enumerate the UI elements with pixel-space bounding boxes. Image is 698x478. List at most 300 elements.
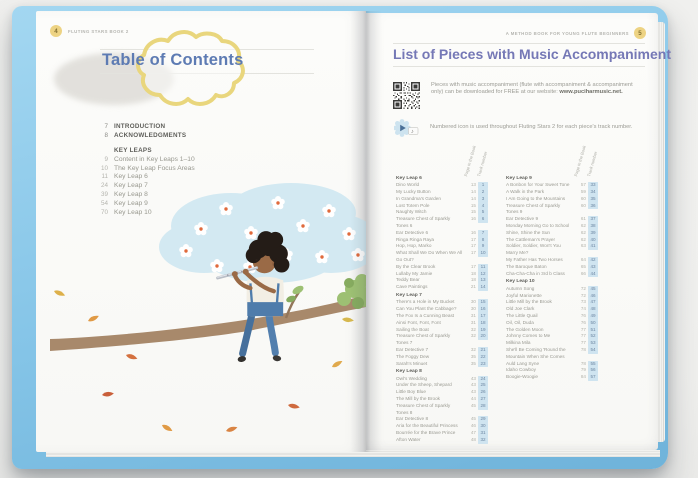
toc-row xyxy=(92,209,195,218)
piece-page-number: 35 xyxy=(470,360,476,366)
piece-row xyxy=(506,279,598,286)
piece-row xyxy=(506,203,598,217)
piece-row xyxy=(396,333,488,347)
piece-track-number: 20 xyxy=(478,333,488,340)
toc-row xyxy=(92,173,195,182)
piece-row xyxy=(506,257,598,264)
toc-row xyxy=(92,191,195,200)
piece-row xyxy=(396,369,488,376)
piece-title: Ear Detective 8 xyxy=(396,416,429,422)
piece-title: Ainsi Font, Font, Font xyxy=(396,319,441,325)
svg-text:♪: ♪ xyxy=(411,129,414,135)
piece-track-number: 55 xyxy=(588,361,598,368)
piece-row xyxy=(506,367,598,374)
piece-row xyxy=(396,230,488,237)
piece-page-number: 43 xyxy=(470,382,476,388)
piece-row xyxy=(506,230,598,237)
piece-title: Key Leap 6 xyxy=(396,175,422,181)
pieces-title: List of Pieces with Music Accompaniment xyxy=(393,46,671,62)
piece-track-number: 49 xyxy=(588,313,598,320)
piece-track-number: 19 xyxy=(478,327,488,334)
piece-row xyxy=(506,293,598,300)
piece-title: Lullaby My Jamie xyxy=(396,270,433,276)
piece-page-number: 45 xyxy=(470,402,476,408)
piece-title: Sarah's Minuet xyxy=(396,360,428,366)
track-number-icon xyxy=(394,119,420,137)
piece-row xyxy=(396,403,488,417)
piece-row xyxy=(396,176,488,183)
piece-track-number: 13 xyxy=(478,277,488,284)
piece-page-number: 74 xyxy=(580,306,586,312)
piece-title: Afton Water xyxy=(396,436,421,442)
piece-track-number: 35 xyxy=(588,196,598,203)
piece-title: There's a Hole in My Bucket xyxy=(396,299,455,305)
piece-page-number: 61 xyxy=(580,216,586,222)
piece-row xyxy=(506,176,598,183)
piece-row xyxy=(396,250,488,264)
piece-page-number: 14 xyxy=(470,189,476,195)
piece-row xyxy=(396,361,488,368)
piece-row xyxy=(506,237,598,244)
piece-row xyxy=(396,416,488,423)
piece-title: Sailing the Boat xyxy=(396,326,429,332)
piece-page-number: 16 xyxy=(470,216,476,222)
piece-page-number: 43 xyxy=(470,375,476,381)
piece-title: Hop, Hop, Marko xyxy=(396,243,432,249)
piece-title: A Walk in the Park xyxy=(506,189,545,195)
piece-row xyxy=(506,320,598,327)
piece-title: My Lucky Button xyxy=(396,189,431,195)
piece-title: Key Leap 8 xyxy=(396,368,422,374)
column-header-page: Page in the Book xyxy=(573,144,587,177)
toc-page-number: 7 xyxy=(104,123,108,130)
piece-row xyxy=(506,374,598,381)
toc-row xyxy=(92,156,195,165)
piece-row xyxy=(396,389,488,396)
piece-track-number: 29 xyxy=(478,416,488,423)
piece-title: Dino World xyxy=(396,182,420,188)
piece-row xyxy=(396,209,488,216)
piece-row xyxy=(396,430,488,437)
piece-row xyxy=(396,320,488,327)
piece-track-number: 16 xyxy=(478,306,488,313)
toc-label: Key Leap 9 xyxy=(114,199,148,207)
piece-track-number: 1 xyxy=(478,182,488,189)
toc-page-number: 10 xyxy=(100,164,108,172)
piece-page-number: 62 xyxy=(580,229,586,235)
piece-row xyxy=(506,306,598,313)
piece-row xyxy=(506,271,598,278)
piece-track-number: 22 xyxy=(478,354,488,361)
piece-track-number: 38 xyxy=(588,223,598,230)
piece-title: Treasure Chest of Sparkly Tones 6 xyxy=(396,216,451,229)
piece-track-number: 28 xyxy=(478,403,488,410)
piece-track-number: 54 xyxy=(588,347,598,354)
piece-title: Can You Plant the Cabbage? xyxy=(396,306,457,312)
piece-title: The Little Quail xyxy=(506,312,538,318)
pieces-rows xyxy=(506,141,598,381)
piece-title: Key Leap 10 xyxy=(506,278,535,284)
piece-page-number: 43 xyxy=(470,389,476,395)
piece-page-number: 78 xyxy=(580,360,586,366)
piece-track-number: 17 xyxy=(478,313,488,320)
qr-code-icon xyxy=(393,82,420,109)
piece-track-number: 42 xyxy=(588,257,598,264)
piece-track-number: 39 xyxy=(588,230,598,237)
piece-row xyxy=(396,299,488,306)
piece-row xyxy=(396,196,488,203)
piece-title: Autumn Song xyxy=(506,285,535,291)
piece-page-number: 84 xyxy=(580,374,586,380)
pieces-column-2 xyxy=(506,141,598,444)
piece-row xyxy=(396,243,488,250)
piece-track-number: 51 xyxy=(588,327,598,334)
piece-title: Shine, Shine the Sun xyxy=(506,229,551,235)
toc-label: KEY LEAPS xyxy=(114,147,152,155)
table-of-contents xyxy=(92,123,195,217)
left-page xyxy=(36,11,366,452)
piece-track-number: 5 xyxy=(478,209,488,216)
piece-page-number: 13 xyxy=(470,182,476,188)
piece-title: Auld Lang Syne xyxy=(506,360,540,366)
piece-title: Boogie-Woogie xyxy=(506,374,538,380)
piece-track-number: 48 xyxy=(588,306,598,313)
piece-title: The Foggy Dew xyxy=(396,353,430,359)
piece-title: Naughty Witch xyxy=(396,209,427,215)
piece-row xyxy=(396,306,488,313)
piece-track-number: 45 xyxy=(588,286,598,293)
piece-row xyxy=(506,216,598,223)
toc-row xyxy=(92,132,195,141)
toc-page-number: 9 xyxy=(104,155,108,163)
piece-row xyxy=(396,293,488,300)
piece-track-number: 30 xyxy=(478,423,488,430)
piece-page-number: 62 xyxy=(580,236,586,242)
piece-title: Cave Paintings xyxy=(396,284,428,290)
piece-page-number: 48 xyxy=(470,436,476,442)
piece-track-number: 11 xyxy=(478,264,488,271)
piece-row xyxy=(506,243,598,257)
piece-track-number: 43 xyxy=(588,264,598,271)
piece-track-number: 24 xyxy=(478,376,488,383)
piece-page-number: 73 xyxy=(580,299,586,305)
right-page xyxy=(366,13,671,450)
piece-title: The Cattleman's Prayer xyxy=(506,236,556,242)
piece-track-number: 15 xyxy=(478,299,488,306)
piece-track-number: 21 xyxy=(478,347,488,354)
piece-title: The Fox Is a Cunning Beast xyxy=(396,312,455,318)
piece-track-number: 14 xyxy=(478,284,488,291)
toc-page-number: 54 xyxy=(100,199,108,207)
piece-row xyxy=(506,189,598,196)
piece-track-number: 53 xyxy=(588,340,598,347)
piece-track-number: 12 xyxy=(478,271,488,278)
piece-page-number: 47 xyxy=(470,429,476,435)
piece-page-number: 17 xyxy=(470,243,476,249)
piece-page-number: 78 xyxy=(580,346,586,352)
piece-title: My Father Has Two Horses xyxy=(506,257,563,263)
piece-row xyxy=(396,396,488,403)
piece-row xyxy=(506,361,598,368)
piece-page-number: 57 xyxy=(580,182,586,188)
piece-track-number: 41 xyxy=(588,243,598,250)
piece-row xyxy=(506,333,598,340)
piece-page-number: 30 xyxy=(470,306,476,312)
piece-title: Key Leap 7 xyxy=(396,292,422,298)
piece-page-number: 32 xyxy=(470,333,476,339)
piece-page-number: 31 xyxy=(470,312,476,318)
piece-page-number: 18 xyxy=(470,270,476,276)
piece-track-number: 47 xyxy=(588,299,598,306)
piece-title: Cha-Cha-Cha in 3rd b Class xyxy=(506,270,565,276)
piece-row xyxy=(396,203,488,210)
piece-row xyxy=(506,286,598,293)
piece-row xyxy=(396,347,488,354)
piece-page-number: 72 xyxy=(580,292,586,298)
toc-label: Key Leap 7 xyxy=(114,182,148,190)
piece-track-number: 4 xyxy=(478,203,488,210)
piece-track-number: 56 xyxy=(588,367,598,374)
piece-track-number: 37 xyxy=(588,216,598,223)
piece-track-number: 36 xyxy=(588,203,598,210)
cloud-outline-icon xyxy=(130,29,248,113)
toc-label: INTRODUCTION xyxy=(114,123,166,130)
tree-branch xyxy=(50,295,366,351)
piece-title: Treasure Chest of Sparkly Tones 8 xyxy=(396,402,451,415)
left-page-header xyxy=(50,25,129,37)
piece-page-number: 17 xyxy=(470,236,476,242)
piece-row xyxy=(506,299,598,306)
piece-title: Bourrée for the Brave Prince xyxy=(396,429,456,435)
piece-page-number: 76 xyxy=(580,319,586,325)
toc-label: Content in Key Leaps 1–10 xyxy=(114,155,195,163)
piece-page-number: 32 xyxy=(470,346,476,352)
piece-title: By the Clear Brook xyxy=(396,263,436,269)
piece-title: Treasure Chest of Sparkly Tones 7 xyxy=(396,333,451,346)
page-number-badge: 4 xyxy=(50,25,62,37)
track-icon-note-text: Numbered icon is used throughout Fluting Stars 2 for each piece's track number. xyxy=(430,124,633,131)
piece-row xyxy=(506,264,598,271)
piece-track-number: 52 xyxy=(588,333,598,340)
piece-title: Lost Totem Pole xyxy=(396,202,430,208)
piece-title: Idaho Cowboy xyxy=(506,367,536,373)
toc-row xyxy=(92,182,195,191)
piece-track-number: 31 xyxy=(478,430,488,437)
piece-title: A Bonbon for Your Sweet Tone xyxy=(506,182,570,188)
piece-page-number: 21 xyxy=(470,284,476,290)
piece-row xyxy=(396,382,488,389)
piece-track-number: 2 xyxy=(478,189,488,196)
piece-track-number: 50 xyxy=(588,320,598,327)
column-header-track: Track number xyxy=(476,150,489,177)
piece-title: Owl's Wedding xyxy=(396,375,428,381)
piece-title: Oil, Oil, Duda xyxy=(506,319,534,325)
piece-title: Aria for the Beautiful Princess xyxy=(396,423,458,429)
toc-page-number xyxy=(92,147,108,156)
column-header-track: Track number xyxy=(586,150,599,177)
piece-row xyxy=(396,327,488,334)
piece-track-number: 33 xyxy=(588,182,598,189)
piece-row xyxy=(506,182,598,189)
piece-title: Old Joe Clark xyxy=(506,306,535,312)
piece-title: Teddy Bear xyxy=(396,277,420,283)
toc-page-number: 39 xyxy=(100,191,108,199)
piece-title: Monday Morning Go to School xyxy=(506,223,570,229)
piece-track-number: 10 xyxy=(478,250,488,257)
piece-track-number: 18 xyxy=(478,320,488,327)
piece-row xyxy=(506,223,598,230)
toc-page-number: 8 xyxy=(104,131,108,139)
piece-track-number: 25 xyxy=(478,382,488,389)
piece-row xyxy=(396,264,488,271)
pieces-rows xyxy=(396,141,488,444)
piece-title: Milkina Mila xyxy=(506,340,531,346)
piece-title: Joyful Marionette xyxy=(506,292,542,298)
piece-row xyxy=(396,182,488,189)
piece-title: Ear Detective 9 xyxy=(506,216,539,222)
piece-title: Ringa Ringa Raya xyxy=(396,236,435,242)
toc-title: Table of Contents xyxy=(102,51,244,69)
running-title: FLUTING STARS BOOK 2 xyxy=(68,28,129,34)
toc-page-number: 11 xyxy=(101,173,108,181)
piece-row xyxy=(396,423,488,430)
piece-track-number: 40 xyxy=(588,237,598,244)
piece-row xyxy=(396,237,488,244)
piece-page-number: 72 xyxy=(580,285,586,291)
toc-page-number: 70 xyxy=(100,208,108,216)
toc-label: Key Leap 6 xyxy=(114,173,148,181)
piece-page-number: 62 xyxy=(580,223,586,229)
piece-title: What Shall We Do When We All Go Out? xyxy=(396,250,463,263)
piece-row xyxy=(396,189,488,196)
qr-note-row xyxy=(393,82,639,109)
piece-page-number: 35 xyxy=(470,353,476,359)
piece-title: I Am Going to the Mountains xyxy=(506,195,566,201)
piece-page-number: 77 xyxy=(580,340,586,346)
piece-track-number: 26 xyxy=(478,389,488,396)
piece-page-number: 31 xyxy=(470,319,476,325)
piece-page-number: 76 xyxy=(580,312,586,318)
piece-page-number: 46 xyxy=(470,423,476,429)
piece-title: The Baroque Baton xyxy=(506,263,547,269)
piece-title: Key Leap 9 xyxy=(506,175,532,181)
column-header-page: Page in the Book xyxy=(463,144,477,177)
piece-page-number: 60 xyxy=(580,202,586,208)
piece-page-number: 79 xyxy=(580,367,586,373)
toc-label: Key Leap 8 xyxy=(114,191,148,199)
piece-page-number: 66 xyxy=(580,270,586,276)
piece-page-number: 77 xyxy=(580,333,586,339)
piece-page-number: 14 xyxy=(470,195,476,201)
piece-page-number: 32 xyxy=(470,326,476,332)
pieces-column-1 xyxy=(396,141,488,444)
piece-title: She'll Be Coming 'Round the Mountain When She Comes xyxy=(506,346,566,359)
page-stack-edge-right xyxy=(657,22,665,442)
piece-page-number: 44 xyxy=(470,396,476,401)
piece-row xyxy=(506,196,598,203)
piece-track-number: 8 xyxy=(478,237,488,244)
piece-title: The Mill by the Brook xyxy=(396,396,441,401)
piece-page-number: 17 xyxy=(470,250,476,256)
qr-note-text xyxy=(431,82,639,97)
piece-title: Treasure Chest of Sparkly Tones 9 xyxy=(506,202,561,215)
piece-page-number: 77 xyxy=(580,326,586,332)
toc-row xyxy=(92,200,195,209)
qr-note-body: Pieces with music accompaniment (flute with accompaniment & accompaniment only) can be downloaded for FREE at our website: xyxy=(431,82,633,96)
piece-track-number: 23 xyxy=(478,361,488,368)
piece-row xyxy=(506,340,598,347)
piece-track-number: 34 xyxy=(588,189,598,196)
pieces-list xyxy=(396,141,598,444)
piece-track-number: 7 xyxy=(478,230,488,237)
piece-row xyxy=(396,271,488,278)
piece-title: The Golden Moon xyxy=(506,326,544,332)
piece-row xyxy=(396,277,488,284)
piece-page-number: 15 xyxy=(470,209,476,215)
piece-page-number: 18 xyxy=(470,277,476,283)
piece-page-number: 45 xyxy=(470,416,476,422)
piece-page-number: 60 xyxy=(580,195,586,201)
piece-page-number: 64 xyxy=(580,257,586,263)
piece-page-number: 15 xyxy=(470,202,476,208)
toc-row xyxy=(92,147,195,156)
child-flutist-illustration xyxy=(36,171,366,455)
piece-row xyxy=(396,354,488,361)
piece-track-number: 32 xyxy=(478,437,488,444)
piece-title: Under the Sheep, Shepard xyxy=(396,382,452,388)
piece-row xyxy=(506,347,598,361)
piece-row xyxy=(506,313,598,320)
piece-row xyxy=(506,327,598,334)
piece-page-number: 30 xyxy=(470,299,476,305)
piece-page-number: 16 xyxy=(470,229,476,235)
toc-label: ACKNOWLEDGMENTS xyxy=(114,131,187,139)
piece-title: Ear Detective 6 xyxy=(396,229,429,235)
piece-title: Johnny Comes to Me xyxy=(506,333,551,339)
piece-track-number: 44 xyxy=(588,271,598,278)
toc-page-number: 24 xyxy=(100,182,108,190)
piece-track-number: 46 xyxy=(588,293,598,300)
piece-track-number: 27 xyxy=(478,396,488,403)
toc-row xyxy=(92,165,195,174)
piece-track-number: 57 xyxy=(588,374,598,381)
piece-row xyxy=(396,437,488,444)
piece-page-number: 17 xyxy=(470,263,476,269)
title-rule-top xyxy=(393,43,645,44)
piece-row xyxy=(396,313,488,320)
piece-page-number: 59 xyxy=(580,189,586,195)
page-number-badge: 5 xyxy=(634,27,646,39)
toc-row xyxy=(92,123,195,132)
piece-track-number: 3 xyxy=(478,196,488,203)
running-title: A METHOD BOOK FOR YOUNG FLUTE BEGINNERS xyxy=(505,30,629,36)
toc-label: Key Leap 10 xyxy=(114,208,152,216)
toc-label: The Key Leap Focus Areas xyxy=(114,164,195,172)
piece-track-number: 9 xyxy=(478,243,488,250)
piece-title: Little Mill by the Brook xyxy=(506,299,552,305)
website-url: www.puciharmusic.net. xyxy=(559,89,623,96)
piece-page-number: 65 xyxy=(580,263,586,269)
piece-title: Little Boy Blue xyxy=(396,389,426,395)
right-page-header xyxy=(506,27,646,39)
piece-row xyxy=(396,284,488,291)
piece-title: Soldier, Soldier, Won't You Marry Me? xyxy=(506,243,561,256)
piece-row xyxy=(396,376,488,383)
piece-page-number: 63 xyxy=(580,243,586,249)
title-rule-bottom xyxy=(393,66,645,67)
piece-title: In Grandma's Garden xyxy=(396,195,441,201)
piece-title: Ear Detective 7 xyxy=(396,346,429,352)
